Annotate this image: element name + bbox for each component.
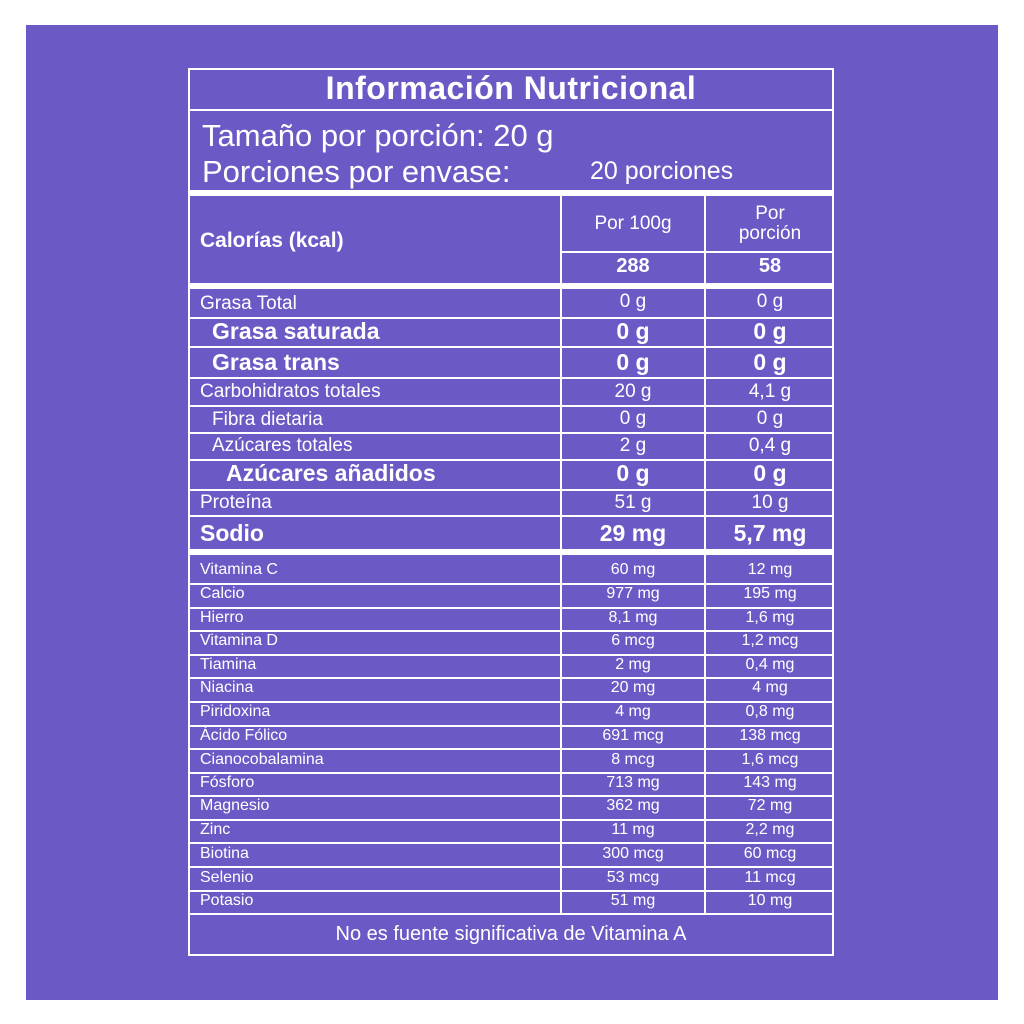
micronutrient-per-portion: 72 mg <box>747 797 793 814</box>
label-title: Información Nutricional <box>325 70 697 106</box>
nutrient-per-100g: 0 g <box>619 291 647 312</box>
divider <box>188 890 834 892</box>
micronutrient-per-100g: 11 mg <box>611 821 655 838</box>
micronutrient-name: Magnesio <box>200 797 270 814</box>
micronutrient-name: Vitamina D <box>200 632 278 649</box>
nutrient-name: Sodio <box>200 520 264 546</box>
divider <box>188 654 834 656</box>
nutrient-per-100g: 0 g <box>616 349 650 375</box>
column-header-per-portion-line2: porción <box>738 223 802 244</box>
micronutrient-name: Potasio <box>200 892 254 909</box>
divider <box>188 748 834 750</box>
micronutrient-per-portion: 2,2 mg <box>745 821 795 838</box>
divider <box>188 677 834 679</box>
nutrient-per-100g: 2 g <box>619 435 647 456</box>
micronutrient-name: Fósforo <box>200 774 255 791</box>
nutrient-name: Grasa trans <box>212 349 340 375</box>
micronutrient-name: Vitamina C <box>200 561 278 578</box>
micronutrient-per-portion: 0,4 mg <box>745 656 795 673</box>
nutrient-name: Grasa saturada <box>212 318 380 344</box>
nutrient-name: Azúcares totales <box>212 435 353 456</box>
micronutrient-per-portion: 60 mcg <box>743 845 797 862</box>
micronutrient-name: Zinc <box>200 821 231 838</box>
divider <box>188 432 834 434</box>
nutrient-per-100g: 51 g <box>614 492 652 513</box>
micronutrient-per-100g: 691 mcg <box>602 727 664 744</box>
micronutrient-per-portion: 195 mg <box>743 585 797 602</box>
nutrient-name: Proteína <box>200 492 272 513</box>
divider <box>562 251 834 253</box>
thick-divider <box>188 190 834 196</box>
nutrient-per-100g: 0 g <box>616 318 650 344</box>
column-header-per-100g: Por 100g <box>594 213 672 234</box>
footnote: No es fuente significativa de Vitamina A <box>335 923 687 945</box>
thick-divider <box>188 549 834 555</box>
micronutrient-per-100g: 362 mg <box>606 797 660 814</box>
micronutrient-name: Piridoxina <box>200 703 271 720</box>
divider <box>188 109 834 111</box>
nutrient-per-100g: 20 g <box>614 381 652 402</box>
nutrient-per-portion: 5,7 mg <box>733 520 807 546</box>
nutrient-per-portion: 0 g <box>753 460 787 486</box>
micronutrient-per-100g: 713 mg <box>606 774 660 791</box>
nutrient-name: Carbohidratos totales <box>200 381 381 402</box>
micronutrient-per-portion: 1,2 mcg <box>741 632 799 649</box>
micronutrient-per-portion: 138 mcg <box>739 727 801 744</box>
divider <box>188 377 834 379</box>
micronutrient-per-portion: 10 mg <box>747 892 793 909</box>
nutrient-name: Fibra dietaria <box>212 409 323 430</box>
divider <box>188 630 834 632</box>
nutrient-per-portion: 0 g <box>753 349 787 375</box>
divider <box>188 515 834 517</box>
nutrient-per-portion: 4,1 g <box>748 381 792 402</box>
nutrient-per-portion: 0 g <box>756 291 784 312</box>
divider <box>188 819 834 821</box>
micronutrient-per-portion: 4 mg <box>752 679 788 696</box>
servings-per-container-value: 20 porciones <box>590 157 734 185</box>
micronutrient-name: Tiamina <box>200 656 257 673</box>
serving-size: Tamaño por porción: 20 g <box>202 118 554 153</box>
divider <box>188 489 834 491</box>
divider <box>188 405 834 407</box>
servings-per-container-label: Porciones por envase: <box>202 154 511 189</box>
divider <box>188 842 834 844</box>
thick-divider <box>188 283 834 289</box>
micronutrient-name: Calcio <box>200 585 245 602</box>
micronutrient-per-portion: 11 mcg <box>744 869 796 886</box>
micronutrient-per-100g: 8 mcg <box>611 751 655 768</box>
micronutrient-per-portion: 1,6 mg <box>745 609 795 626</box>
divider <box>188 866 834 868</box>
nutrient-per-100g: 0 g <box>616 460 650 486</box>
divider <box>188 772 834 774</box>
micronutrient-name: Selenio <box>200 869 254 886</box>
nutrient-per-portion: 0 g <box>753 318 787 344</box>
nutrient-per-100g: 0 g <box>619 408 647 429</box>
nutrient-name: Grasa Total <box>200 293 297 314</box>
micronutrient-per-100g: 20 mg <box>610 679 656 696</box>
nutrient-per-portion: 0,4 g <box>748 435 792 456</box>
calories-per-100g: 288 <box>616 255 650 277</box>
nutrient-name: Azúcares añadidos <box>226 460 436 486</box>
micronutrient-per-100g: 2 mg <box>615 656 651 673</box>
divider <box>188 583 834 585</box>
micronutrient-per-portion: 12 mg <box>747 561 793 578</box>
calories-label: Calorías (kcal) <box>200 229 344 252</box>
micronutrient-name: Biotina <box>200 845 249 862</box>
nutrient-per-portion: 10 g <box>751 492 789 513</box>
micronutrient-per-100g: 4 mg <box>615 703 651 720</box>
micronutrient-per-100g: 300 mcg <box>602 845 664 862</box>
micronutrient-name: Hierro <box>200 609 244 626</box>
micronutrient-per-portion: 1,6 mcg <box>741 751 799 768</box>
micronutrient-per-100g: 977 mg <box>606 585 660 602</box>
micronutrient-name: Niacina <box>200 679 254 696</box>
divider <box>188 913 834 915</box>
nutrient-per-portion: 0 g <box>756 408 784 429</box>
divider <box>188 607 834 609</box>
divider <box>188 795 834 797</box>
micronutrient-name: Cianocobalamina <box>200 751 324 768</box>
column-header-per-portion-line1: Por <box>755 203 785 224</box>
nutrient-per-100g: 29 mg <box>599 520 667 546</box>
micronutrient-per-100g: 53 mcg <box>606 869 660 886</box>
micronutrient-per-100g: 60 mg <box>610 561 656 578</box>
divider <box>188 346 834 348</box>
calories-per-portion: 58 <box>758 255 782 277</box>
micronutrient-name: Ácido Fólico <box>200 727 288 744</box>
micronutrient-per-100g: 8,1 mg <box>608 609 658 626</box>
divider <box>188 701 834 703</box>
micronutrient-per-100g: 51 mg <box>610 892 656 909</box>
micronutrient-per-portion: 0,8 mg <box>745 703 795 720</box>
micronutrient-per-portion: 143 mg <box>743 774 797 791</box>
micronutrient-per-100g: 6 mcg <box>611 632 655 649</box>
